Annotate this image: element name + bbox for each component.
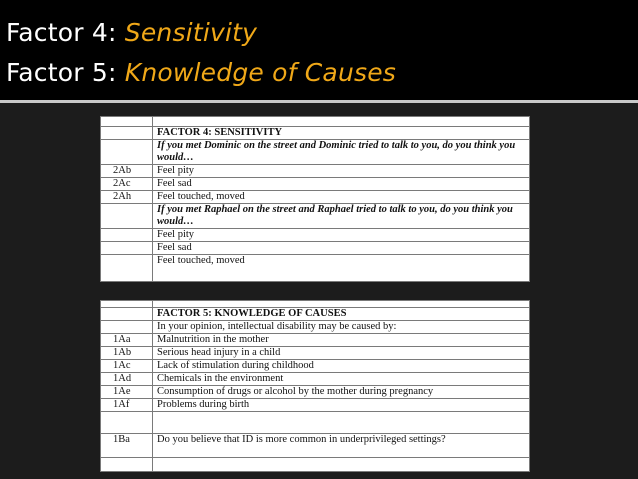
slide-title-line-1	[6, 18, 257, 47]
row-code: 1Ac	[101, 360, 153, 373]
factor4-header: FACTOR 4: SENSITIVITY	[153, 127, 530, 140]
table-row	[101, 165, 530, 178]
table-row	[101, 412, 530, 434]
row-text: Lack of stimulation during childhood	[153, 360, 530, 373]
row-code: 2Ab	[101, 165, 153, 178]
row-text: If you met Dominic on the street and Dominic tried to talk to you, do you think you would…	[153, 140, 530, 165]
row-code: 1Ab	[101, 347, 153, 360]
row-code: 1Aa	[101, 334, 153, 347]
row-text: Feel sad	[153, 242, 530, 255]
row-code	[101, 229, 153, 242]
title-divider	[0, 100, 638, 103]
row-text: Malnutrition in the mother	[153, 334, 530, 347]
row-code: 1Ba	[101, 434, 153, 458]
table-row	[101, 321, 530, 334]
table-row	[101, 301, 530, 308]
row-code: 1Ae	[101, 386, 153, 399]
table-row	[101, 458, 530, 472]
row-code	[101, 255, 153, 282]
table-row	[101, 386, 530, 399]
table-row	[101, 255, 530, 282]
row-text: Feel pity	[153, 165, 530, 178]
row-text: Problems during birth	[153, 399, 530, 412]
row-text: Chemicals in the environment	[153, 373, 530, 386]
row-text: In your opinion, intellectual disability may be caused by:	[153, 321, 530, 334]
table-header-row	[101, 308, 530, 321]
table-row	[101, 242, 530, 255]
row-text: Feel sad	[153, 178, 530, 191]
row-text: Consumption of drugs or alcohol by the mother during pregnancy	[153, 386, 530, 399]
row-text: Feel touched, moved	[153, 255, 530, 282]
table-row	[101, 191, 530, 204]
row-code: 2Ac	[101, 178, 153, 191]
factor5-table	[100, 300, 530, 472]
table-row	[101, 229, 530, 242]
row-text: Feel pity	[153, 229, 530, 242]
table-row	[101, 334, 530, 347]
title-bar	[0, 0, 638, 100]
factor4-table-image	[100, 116, 530, 282]
row-code	[101, 140, 153, 165]
table-row	[101, 360, 530, 373]
factor5-table-image	[100, 300, 530, 472]
table-row	[101, 204, 530, 229]
row-code	[101, 321, 153, 334]
title-2-emphasis: Knowledge of Causes	[124, 58, 397, 87]
table-row	[101, 140, 530, 165]
table-row	[101, 347, 530, 360]
row-code	[101, 204, 153, 229]
factor4-table	[100, 116, 530, 282]
slide-title-line-2	[6, 58, 396, 87]
title-1-prefix: Factor 4:	[6, 18, 125, 47]
table-row	[101, 373, 530, 386]
row-text: Serious head injury in a child	[153, 347, 530, 360]
row-text: If you met Raphael on the street and Raphael tried to talk to you, do you think you would…	[153, 204, 530, 229]
table-row	[101, 178, 530, 191]
title-1-emphasis: Sensitivity	[124, 18, 258, 47]
row-code: 2Ah	[101, 191, 153, 204]
table-header-row	[101, 127, 530, 140]
title-2-prefix: Factor 5:	[6, 58, 125, 87]
row-text: Do you believe that ID is more common in underprivileged settings?	[153, 434, 530, 458]
factor5-header: FACTOR 5: KNOWLEDGE OF CAUSES	[153, 308, 530, 321]
row-code: 1Af	[101, 399, 153, 412]
row-code	[101, 242, 153, 255]
row-code: 1Ad	[101, 373, 153, 386]
table-row	[101, 434, 530, 458]
row-text: Feel touched, moved	[153, 191, 530, 204]
table-row	[101, 117, 530, 127]
table-row	[101, 399, 530, 412]
